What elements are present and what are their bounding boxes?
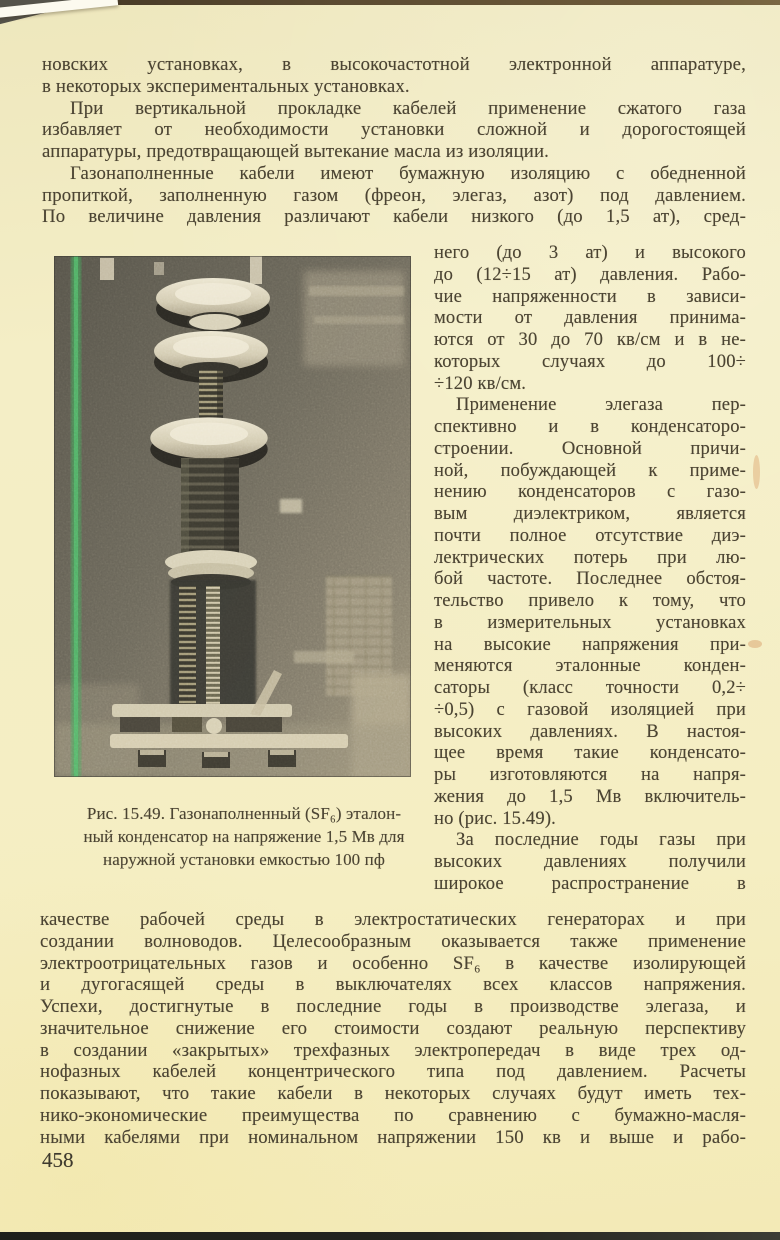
text-line: качестве рабочей среды в электростатических генераторах и при [40,909,746,930]
text-line: ными кабелями при номинальном напряжении 150 кв и выше и рабо- [40,1126,746,1148]
text-line: меняются эталонные конден- [434,655,746,677]
text-line: высоких давлениях. В настоя- [434,720,746,742]
text-line: ной, побуждающей к приме- [434,459,746,481]
text-line: пропиткой, заполненную газом (фреон, элегаз, азот) под давлением. [42,184,746,206]
figure-caption-line: наружной установки емкостью 100 пф [103,850,385,869]
text-line: ÷120 кв/см. [434,372,527,394]
text-line: на высокие напряжения при- [434,633,746,655]
text-line: вым диэлектриком, является [434,503,746,524]
text-line: При вертикальной прокладке кабелей применение сжатого газа [70,97,746,119]
text-line: которых случаях до 100÷ [434,350,746,372]
paper-stain [753,455,760,489]
page-number: 458 [42,1148,74,1172]
text-line: жения до 1,5 Мв включитель- [434,785,746,807]
text-line: в некоторых экспериментальных установках. [42,75,410,97]
text-line: нико-экономические преимущества по сравнению с бумажно-масля- [40,1104,746,1126]
figure-caption [50,802,438,871]
text-line: в создании «закрытых» трехфазных электропередач в виде трех од- [40,1039,746,1061]
text-line: щее время такие конденсато- [434,742,746,764]
text-line: избавляет от необходимости установки сложной и дорогостоящей [42,119,746,141]
text-line: По величине давления различают кабели низкого (до 1,5 ат), сред- [42,206,746,228]
text-line: почти полное отсутствие диэ- [434,524,746,546]
text-line: в измерительных установках [434,611,746,633]
right-column-paragraphs [434,242,746,895]
text-line: За последние годы газы при [456,829,746,851]
text-line: бой частоте. Последнее обстоя- [434,568,746,590]
text-line: спективно и в конденсаторо- [434,416,746,437]
text-line: и дугогасящей среды в выключателях всех классов напряжения. [40,974,746,996]
top-paragraphs [42,54,746,228]
text-line: создании волноводов. Целесообразным оказывается также применение [40,930,746,952]
text-line: до (12÷15 ат) давления. Рабо- [434,263,746,285]
text-line: нофазных кабелей концентрического типа под давлением. Расчеты [40,1061,746,1083]
photo-texture [54,256,411,777]
text-line: него (до 3 ат) и высокого [434,242,746,263]
text-line: Применение элегаза пер- [456,394,746,416]
text-line: электроотрицательных газов и особенно SF₆ в качестве изолирующей [40,952,746,974]
text-line: ются от 30 до 70 кв/см и в не- [434,329,746,350]
text-line: ÷0,5) с газовой изоляцией при [434,698,746,720]
text-line: мости от давления принима- [434,307,746,329]
text-line: тельство привело к тому, что [434,590,746,611]
text-line: но (рис. 15.49). [434,807,556,829]
text-line: нению конденсаторов с газо- [434,481,746,503]
text-line: значительное снижение его стоимости создают реальную перспективу [40,1017,746,1039]
bottom-paragraphs [40,909,746,1148]
text-line: широкое распространение в [434,872,746,894]
text-line: строении. Основной причи- [434,437,746,459]
text-line: лектрических потерь при лю- [434,546,746,568]
text-line: ры изготовляются на напря- [434,764,746,785]
text-line: чие напряженности в зависи- [434,285,746,307]
figure-caption-line: Рис. 15.49. Газонаполненный (SF₆) эталон- [86,804,402,823]
text-line: высоких давлениях получили [434,851,746,872]
paper-stain [748,640,762,648]
text-line: Успехи, достигнутые в последние годы в производстве элегаза, и [40,996,746,1017]
figure-photo-capacitor [54,256,411,777]
text-line: саторы (класс точности 0,2÷ [434,677,746,698]
text-line: Газонаполненные кабели имеют бумажную изоляцию с обедненной [70,162,746,184]
figure-caption-line: ный конденсатор на напряжение 1,5 Мв для [83,827,405,846]
scan-edge-bottom [0,1232,780,1240]
text-line: аппаратуры, предотвращающей вытекание масла из изоляции. [42,141,550,162]
text-line: новских установках, в высокочастотной электронной аппаратуре, [42,54,746,75]
text-line: показывают, что такие кабели в некоторых случаях будут иметь тех- [40,1083,746,1104]
